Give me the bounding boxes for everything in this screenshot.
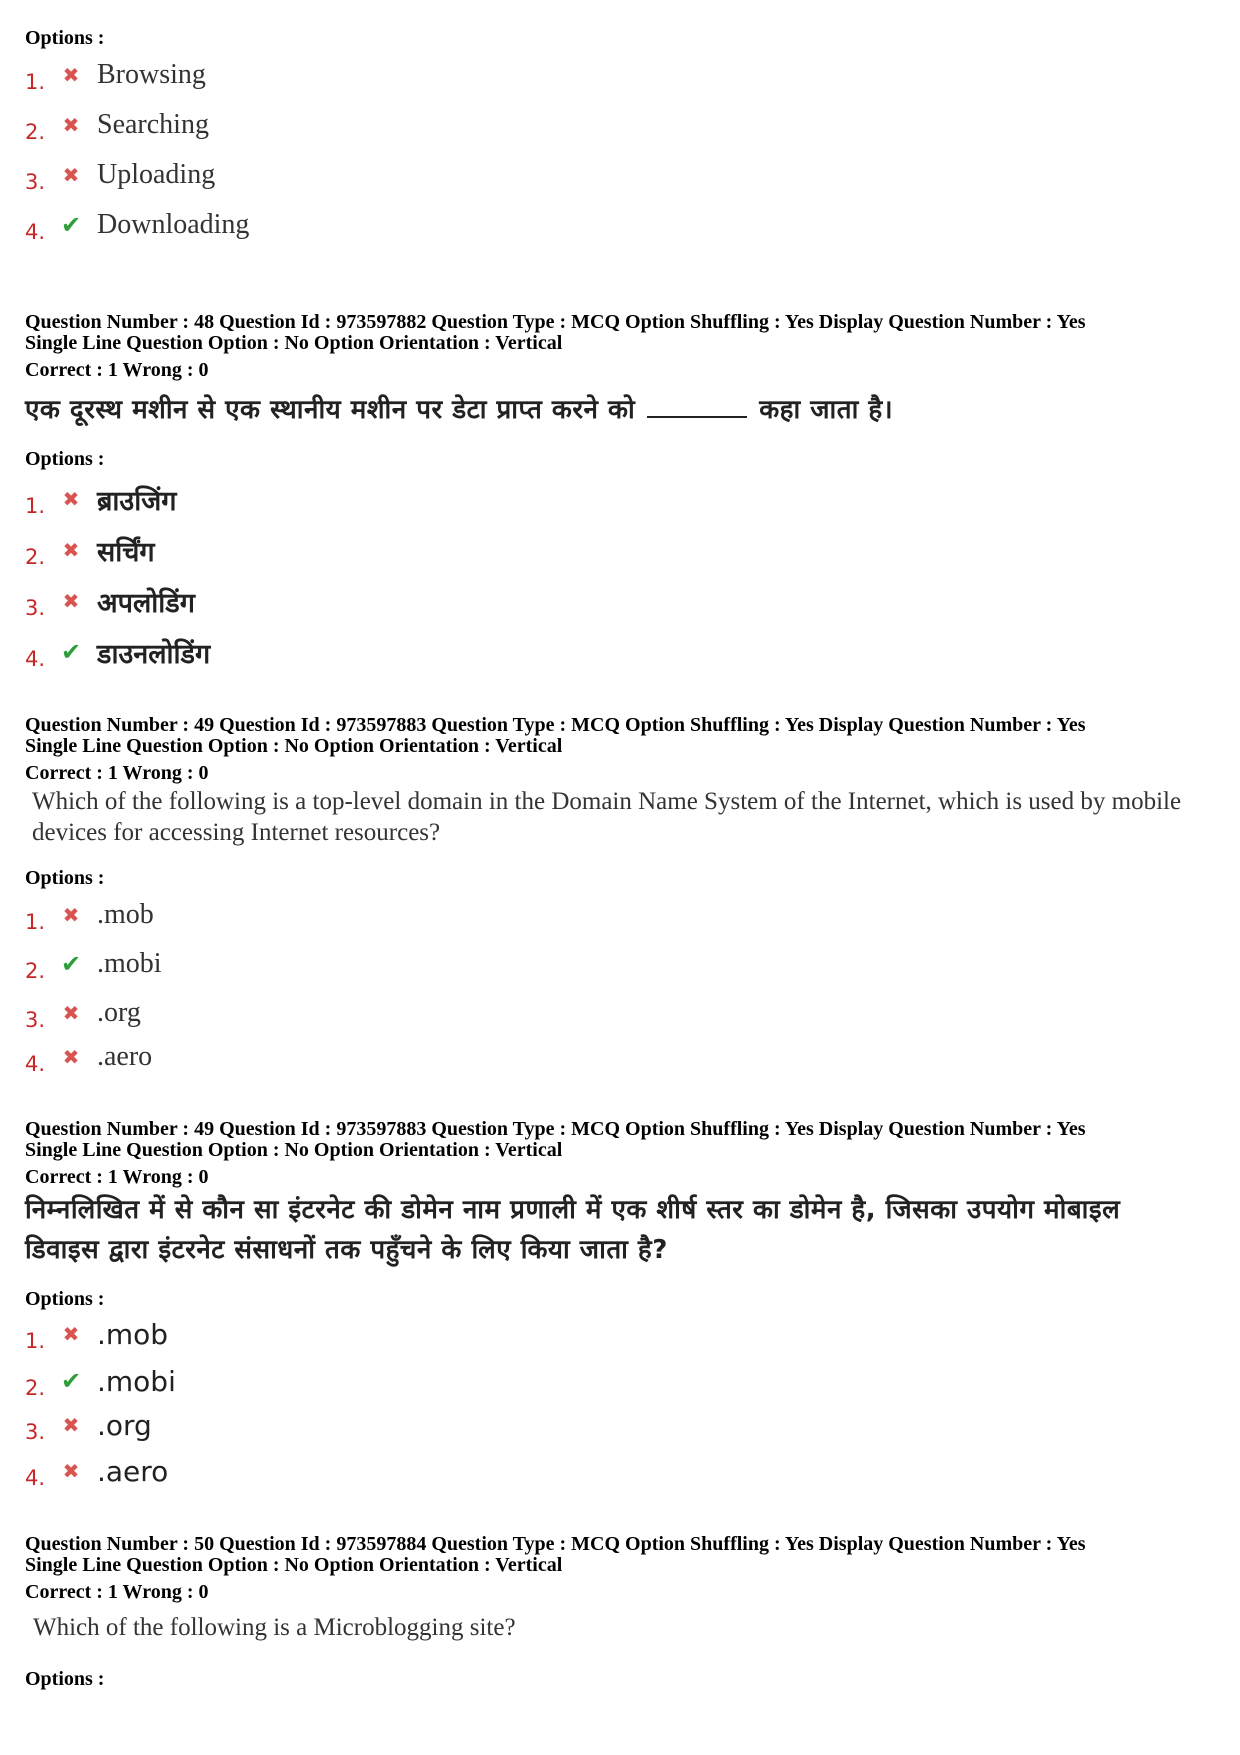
- options-label: Options :: [25, 27, 105, 49]
- option-item: [25, 581, 195, 621]
- option-text: .mobi: [97, 1364, 176, 1398]
- option-item: [25, 895, 154, 935]
- options-label: Options :: [25, 867, 105, 889]
- question-text-line: Which of the following is a top-level domain in the Domain Name System of the Internet, which is used by mobile: [32, 788, 1182, 815]
- option-text: .org: [97, 997, 141, 1028]
- option-item: [25, 1037, 152, 1077]
- question-meta-line: Single Line Question Option : No Option Orientation : Vertical: [25, 1554, 563, 1576]
- question-48-meta: [25, 312, 1215, 381]
- question-text-part: कहा जाता है।: [759, 395, 894, 425]
- question-score-line: Correct : 1 Wrong : 0: [25, 1166, 209, 1188]
- option-number: 1.: [25, 1329, 46, 1353]
- option-item: [25, 55, 206, 95]
- option-text: .mobi: [97, 948, 162, 979]
- question-49-hindi-meta: [25, 1119, 1215, 1188]
- question-49-text: [32, 786, 1222, 848]
- cross-icon: ✖: [62, 163, 80, 187]
- option-item: [25, 1361, 176, 1401]
- option-text: .aero: [97, 1041, 153, 1072]
- option-item: [25, 1451, 168, 1491]
- question-text-line: devices for accessing Internet resources?: [32, 819, 441, 846]
- fill-blank: [647, 416, 747, 418]
- question-meta-line: Single Line Question Option : No Option Orientation : Vertical: [25, 1139, 563, 1161]
- cross-icon: ✖: [62, 538, 80, 562]
- question-text-line: डिवाइस द्वारा इंटरनेट संसाधनों तक पहुँचने के लिए किया जाता है?: [25, 1235, 668, 1265]
- option-item: [25, 993, 141, 1033]
- question-text-line: निम्नलिखित में से कौन सा इंटरनेट की डोमेन नाम प्रणाली में एक शीर्ष स्तर का डोमेन है, जिसका उपयोग मोबाइल: [25, 1195, 1121, 1225]
- question-50-text: Which of the following is a Microblogging site?: [33, 1614, 516, 1641]
- options-label: Options :: [25, 448, 105, 470]
- option-item: [25, 155, 215, 195]
- options-label: Options :: [25, 1668, 105, 1690]
- question-text-part: एक दूरस्थ मशीन से एक स्थानीय मशीन पर डेटा प्राप्त करने को: [25, 395, 636, 425]
- question-meta-line: Single Line Question Option : No Option Orientation : Vertical: [25, 735, 563, 757]
- option-number: 4.: [25, 1052, 46, 1076]
- option-item: [25, 944, 162, 984]
- option-item: [25, 205, 249, 245]
- cross-icon: ✖: [62, 1413, 80, 1437]
- question-meta-line: Single Line Question Option : No Option Orientation : Vertical: [25, 332, 563, 354]
- question-score-line: Correct : 1 Wrong : 0: [25, 359, 209, 381]
- option-text: .aero: [97, 1454, 169, 1488]
- option-number: 2.: [25, 959, 46, 983]
- option-number: 1.: [25, 494, 46, 518]
- question-score-line: Correct : 1 Wrong : 0: [25, 762, 209, 784]
- option-number: 1.: [25, 910, 46, 934]
- option-number: 4.: [25, 220, 46, 244]
- cross-icon: ✖: [62, 1045, 80, 1069]
- question-score-line: Correct : 1 Wrong : 0: [25, 1581, 209, 1603]
- option-text: .org: [97, 1408, 152, 1442]
- option-item: [25, 632, 210, 672]
- option-number: 2.: [25, 1376, 46, 1400]
- cross-icon: ✖: [62, 487, 80, 511]
- option-number: 4.: [25, 1466, 46, 1490]
- option-text: Searching: [97, 109, 209, 140]
- cross-icon: ✖: [62, 63, 80, 87]
- question-49-meta: [25, 715, 1215, 784]
- option-text: ब्राउजिंग: [97, 485, 177, 517]
- option-text: सर्चिंग: [97, 536, 155, 568]
- check-icon: ✔: [60, 1367, 82, 1395]
- question-meta-line: Question Number : 48 Question Id : 973597882 Question Type : MCQ Option Shuffling : Yes Display Question Number : Yes: [25, 311, 1086, 333]
- cross-icon: ✖: [62, 113, 80, 137]
- option-text: .mob: [97, 899, 154, 930]
- check-icon: ✔: [60, 950, 82, 978]
- cross-icon: ✖: [62, 903, 80, 927]
- question-50-meta: [25, 1534, 1215, 1603]
- question-meta-line: Question Number : 49 Question Id : 973597883 Question Type : MCQ Option Shuffling : Yes Display Question Number : Yes: [25, 714, 1086, 736]
- check-icon: ✔: [60, 638, 82, 666]
- option-number: 2.: [25, 545, 46, 569]
- option-text: Downloading: [97, 209, 250, 240]
- check-icon: ✔: [60, 211, 82, 239]
- cross-icon: ✖: [62, 1459, 80, 1483]
- option-number: 3.: [25, 1420, 46, 1444]
- option-item: [25, 105, 209, 145]
- option-number: 3.: [25, 596, 46, 620]
- option-item: [25, 1314, 168, 1354]
- cross-icon: ✖: [62, 589, 80, 613]
- option-text: Browsing: [97, 59, 206, 90]
- question-48-text: [25, 390, 1215, 430]
- option-item: [25, 530, 155, 570]
- options-label: Options :: [25, 1288, 105, 1310]
- option-item: [25, 1405, 152, 1445]
- option-text: Uploading: [97, 159, 216, 190]
- question-meta-line: Question Number : 50 Question Id : 973597884 Question Type : MCQ Option Shuffling : Yes Display Question Number : Yes: [25, 1533, 1086, 1555]
- option-number: 3.: [25, 170, 46, 194]
- cross-icon: ✖: [62, 1001, 80, 1025]
- option-text: अपलोडिंग: [97, 587, 195, 619]
- option-text: डाउनलोडिंग: [97, 638, 211, 670]
- question-49-hindi-text: [25, 1190, 1215, 1270]
- option-number: 3.: [25, 1008, 46, 1032]
- option-text: .mob: [97, 1317, 169, 1351]
- option-item: [25, 479, 176, 519]
- option-number: 4.: [25, 647, 46, 671]
- option-number: 2.: [25, 120, 46, 144]
- question-meta-line: Question Number : 49 Question Id : 973597883 Question Type : MCQ Option Shuffling : Yes Display Question Number : Yes: [25, 1118, 1086, 1140]
- option-number: 1.: [25, 70, 46, 94]
- cross-icon: ✖: [62, 1322, 80, 1346]
